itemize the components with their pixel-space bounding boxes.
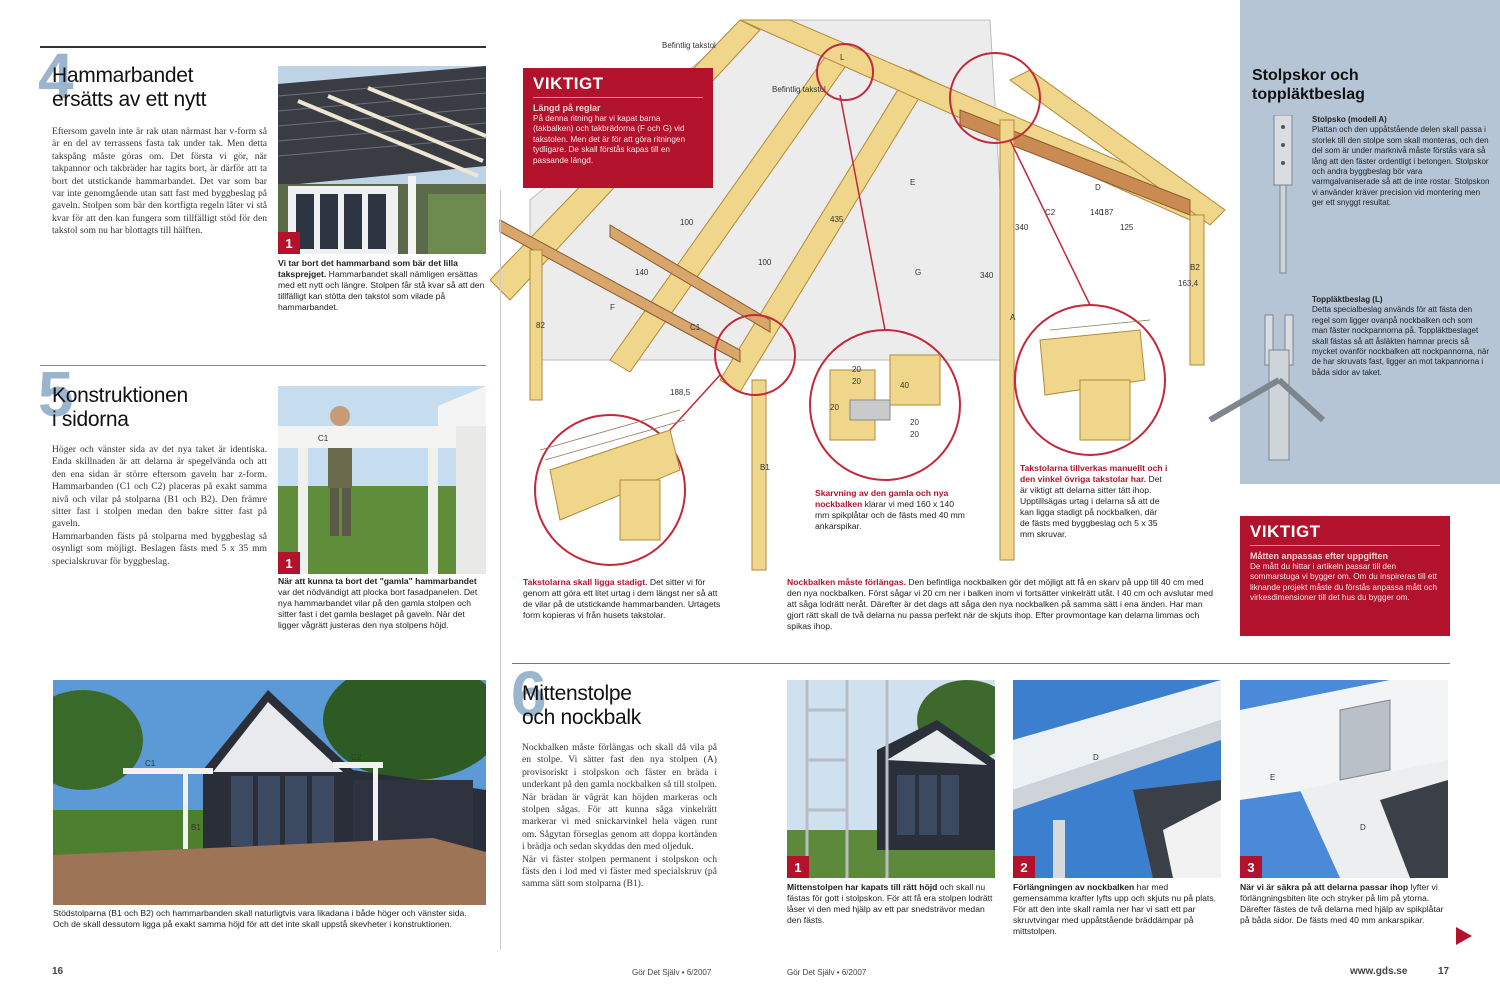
ridge-beam-photo [1013, 680, 1221, 878]
part-letter: D [1095, 183, 1101, 192]
photo-badge: 1 [787, 856, 809, 878]
part-letter: B2 [1190, 263, 1200, 272]
caption-bold: När att kunna ta bort det "gamla" hammarbandet [278, 576, 477, 586]
magazine-issue-right: Gör Det Själv • 6/2007 [787, 968, 867, 977]
caption-text: Hammarbandet skall nämligen ersättas med ett nytt och längre. Stolpen får stå kvar så att den tillfälligt kan stötta den takstol som vilade på hammarbandet. [278, 269, 485, 312]
detail-dim: 20 [830, 403, 839, 412]
next-page-arrow-icon[interactable] [1456, 927, 1472, 945]
sidebar-stolpskor [1240, 0, 1500, 484]
part-letter: C2 [1045, 208, 1056, 217]
section-5-title [52, 384, 272, 432]
photo-badge: 3 [1240, 856, 1262, 878]
dim-label: 340 [980, 271, 994, 280]
photo-badge: 1 [278, 232, 300, 254]
page-number-left: 16 [52, 966, 64, 977]
caption-bold: Vi tar bort det hammarband som bär det lilla taksprejget. [278, 258, 458, 279]
caption-text: har med gemensamma krafter lyfts upp och skjuts nu på plats. För att den inte skall ramla ner har vi satt ett par skruvtvingar med uppåtstående bräddämpar på mittstolpen. [1013, 882, 1217, 936]
ridge-bracket-icon [1205, 310, 1325, 470]
caption-text: och skall nu fästas för gott i stolpskon. För att få era stolpen lodrätt låser vi den med hjälp av ett par snedsträvor medan den fästs. [787, 882, 993, 925]
detail-dim: 20 [852, 365, 861, 374]
caption-text: lyfter vi förlängningsbiten lite och stryker på lim på ytorna. Därefter fästes de två delarna med hjälp av spikplåtar på båda sidor. De fästs med 40 mm ankarspikar. [1240, 882, 1444, 925]
dim-label: 187 [1100, 208, 1114, 217]
section-4-title-line1: Hammarbandet [52, 64, 194, 87]
sidebar-item-1-body: Plattan och den uppåtstående delen skall passa i storlek till den stolpe som skall monteras, och den del som är under marknivå måste förstås vara så lång att den fäster ordentligt i betongen. Stolpskor och andra byggbeslag bör vara varmgalvaniserade så att de inte rostar. Stolpskon vi använder kräver precision vid montering men ger ett snyggt resultat. [1312, 125, 1490, 208]
post-shoe-icon [1270, 115, 1296, 275]
section-5-photo-caption [278, 576, 486, 631]
section-4-number: 4 [38, 40, 74, 112]
detail-dim: 20 [910, 418, 919, 427]
section-6-title-line1: Mittenstolpe [522, 682, 632, 705]
sidebar-item-1 [1312, 115, 1490, 209]
website-link[interactable]: www.gds.se [1350, 966, 1408, 977]
house-photo [53, 680, 486, 905]
section-6-photo-1 [787, 680, 995, 878]
part-letter: L [840, 53, 845, 62]
detail-dim: 20 [910, 430, 919, 439]
callout-truss-notch [523, 577, 723, 621]
photo-label-d: D [1360, 823, 1366, 832]
section-4-title [52, 64, 272, 112]
section-6-title-line2: och nockbalk [522, 706, 641, 729]
dim-label: 100 [680, 218, 694, 227]
part-letter: C1 [690, 323, 701, 332]
viktigt-box-2 [1240, 516, 1450, 636]
sidebar-title-line1: Stolpskor och [1252, 67, 1359, 84]
section-5-body: Höger och vänster sida av det nya taket är identiska. Enda skillnaden är att delarna är spegelvända och att den ena sidan är större eftersom gaveln har z-form. Hammarbanden (C1 och C2) placeras på exakt samma nivå och vilar på stolparna (B1 och B2). Den främre sitter fast i stolpen medan den bakre sitter fast på gaveln. Hammarbanden fästs på stolparna med byggbeslag så osynligt som möjligt. Beslagen fästs med 5 x 35 mm specialskruvar för byggbeslag. [52, 444, 267, 567]
photo-label-c1: C1 [318, 434, 329, 443]
section-4-rule [40, 46, 486, 48]
callout-ridge-splice [815, 488, 965, 532]
dim-label: 340 [1015, 223, 1029, 232]
photo-label-d: D [1093, 753, 1099, 762]
photo-label-e: E [1270, 773, 1276, 782]
sidebar-title [1252, 66, 1365, 104]
dim-label: 188,5 [670, 388, 691, 397]
sidebar-item-2-body: Detta specialbeslag används för att fästa den regel som ligger ovanpå nockbalken och som man fäster nockpannorna på. Toppläktbeslaget skall fästas så att åsläkten hamnar precis så mycket ovanför nockbalken att nockpannorna, när de har skruvats fast, ligger an mot takpannorna i båda sidor av taket. [1312, 305, 1489, 377]
photo-label-c1: C1 [145, 759, 156, 768]
section-6-photo-3-caption [1240, 882, 1448, 926]
part-letter: A [1010, 313, 1016, 322]
part-letter: G [915, 268, 922, 277]
caption-bold: Mittenstolpen har kapats till rätt höjd [787, 882, 938, 892]
ridge-plate-photo [1240, 680, 1448, 878]
sidebar-item-2-title: Toppläktbeslag (L) [1312, 295, 1383, 304]
existing-truss-label: Befintlig takstol [662, 41, 716, 50]
callout-text: klarar vi med 160 x 140 mm spikplåtar och de fästs med 40 mm ankarspikar. [815, 499, 965, 531]
section-6-body: Nockbalken måste förlängas och skall då vila på en stolpe. Vi sätter fast den nya stolpen (A) provisoriskt i stolpskon och fäster en bräda i underkant på den gamla nockbalken så till stolpen. När brädan är vågrät kan höjden markeras och stolpen sågas. För att kunna såga vinkelrätt markerar vi med snickarvinkel hela vägen runt om. Sågytan förseglas genom att doppa kortänden i brädja och sedan skyddas den med oljeduk. När vi fäster stolpen permanent i stolpskon och fästs den i lod med vi fäster med specialskruv (på samma sätt som stolparna (B1). [522, 742, 717, 890]
section-6-number: 6 [511, 658, 547, 730]
section-4-body: Eftersom gaveln inte är rak utan närmast har v-form så är en del av terrassens fasta tak under tak. Men detta takspång måste göras om. Det första vi gör, när takpannor och takbräder har tagits bort, är därför att ta bort det utstickande hammarbandet. Det var som bar var inte genomgående utan satt fast med byggbeslag på gaveln. Stolpen som bär den kortfigta regeln låter vi stå kvar för att den kan fungera som tillfälligt stöd för den takstol som nu har blottagts till hälften. [52, 126, 267, 237]
section-6-title [522, 682, 752, 730]
callout-bold: Takstolarna tillverkas manuellt och i den vinkel övriga takstolar har. [1020, 463, 1168, 484]
viktigt-subtitle: Längd på reglar [533, 103, 601, 113]
section-5-rule [40, 365, 486, 366]
photo-label-b1: B1 [191, 823, 201, 832]
section-5-number: 5 [38, 358, 74, 430]
section-6-rule [512, 663, 1450, 664]
scaffold-photo [787, 680, 995, 878]
dim-label: 140 [635, 268, 649, 277]
caption-text: var det nödvändigt att plocka bort fasadpanelen. Det nya hammarbandet vilar på den gamla stolpen och sitter fast i det gamla beslaget på gaveln. När det ligger vågrätt justeras den nya stolpens höjd. [278, 587, 478, 630]
existing-truss-label: Befintlig takstol [772, 85, 826, 94]
carpenter-photo [278, 386, 486, 574]
dim-label: 125 [1120, 223, 1134, 232]
dim-label: 163,4 [1178, 279, 1199, 288]
section-4-title-line2: ersätts av ett nytt [52, 88, 207, 111]
section-4-photo [278, 66, 486, 254]
caption-bold: Förlängningen av nockbalken [1013, 882, 1135, 892]
dim-label: 82 [536, 321, 545, 330]
viktigt-body: På denna ritning har vi kapat barna (takbalken) och takbrädorna (F och G) vid takstolen. Men det är för att göra ritningen tydligare. De skall förstås kapas till en passande längd. [533, 114, 686, 165]
viktigt-subtitle: Måtten anpassas efter uppgiften [1250, 551, 1389, 561]
page-gutter [500, 190, 501, 950]
caption-bold: När vi är säkra på att delarna passar ihop [1240, 882, 1409, 892]
house-photo-caption: Stödstolparna (B1 och B2) och hammarbanden skall naturligtvis vara likadana i både höger och vänster sida. Och de skall dessutom ligga på exakt samma höjd för att det inte skall uppstå skevheter i konstruktionen. [53, 908, 467, 929]
section-5-title-line2: i sidorna [52, 408, 129, 431]
section-6-photo-2-caption [1013, 882, 1221, 937]
section-6-photo-3 [1240, 680, 1448, 878]
viktigt-title: VIKTIGT [533, 74, 703, 98]
dim-label: 435 [830, 215, 844, 224]
photo-label-b2: B2 [381, 823, 391, 832]
section-5-photo [278, 386, 486, 574]
photo-badge: 1 [278, 552, 300, 574]
detail-dim: 20 [852, 377, 861, 386]
photo-label-c2: C2 [351, 753, 362, 762]
page-number-right: 17 [1438, 966, 1450, 977]
section-6-photo-2 [1013, 680, 1221, 878]
viktigt-title: VIKTIGT [1250, 522, 1440, 546]
part-letter: F [610, 303, 615, 312]
sidebar-item-2 [1312, 295, 1490, 378]
detail-dim: 40 [900, 381, 909, 390]
sidebar-title-line2: toppläktbeslag [1252, 86, 1365, 103]
callout-bold: Nockbalken måste förlängas. [787, 577, 906, 587]
photo-badge: 2 [1013, 856, 1035, 878]
section-6-photo-1-caption [787, 882, 995, 926]
section-5-title-line1: Konstruktionen [52, 384, 188, 407]
callout-text: Det sitter vi för genom att göra ett litet urtag i dem längst ner så att de vilar på de utstickande hammarbanden. Urtagets form kopieras vi från husets takstolar. [523, 577, 721, 620]
callout-bold: Takstolarna skall ligga stadigt. [523, 577, 648, 587]
magazine-issue-left: Gör Det Själv • 6/2007 [632, 968, 712, 977]
callout-ridge-extend [787, 577, 1217, 632]
callout-truss-manual [1020, 463, 1168, 540]
dim-label: 100 [758, 258, 772, 267]
viktigt-body: De mått du hittar i artikeln passar till den sommarstuga vi bygger om. Om du inspireras till ett liknande projekt måste du förstås anpassa mått och virkesdimensioner till det hus du bygger om. [1250, 562, 1438, 603]
callout-bold: Skarvning av den gamla och nya nockbalken [815, 488, 949, 509]
part-letter: E [910, 178, 916, 187]
dim-label: 140 [1090, 208, 1104, 217]
section-4-photo-caption [278, 258, 486, 313]
part-letter: B1 [760, 463, 770, 472]
roof-removal-photo [278, 66, 486, 254]
viktigt-box-1 [523, 68, 713, 188]
summer-house-photo [53, 680, 486, 905]
callout-text: Den befintliga nockbalken gör det möjligt att få en skarv på upp till 40 cm med den nya nockbalken. Först sågar vi 20 cm ner i balken inom vi fortsätter vinkelrätt utåt. I 40 cm och avslutar med att såga lodrätt neråt. Därefter är det dags att såga den nya nockbalken på samma sätt i ena änden. Har man gjort rätt skall de två delarna nu passa perfekt när de skjuts ihop. Efter provmontage kan delarna limmas och spikas ihop. [787, 577, 1214, 631]
sidebar-item-1-title: Stolpsko (modell A) [1312, 115, 1387, 124]
callout-text: Det är viktigt att delarna sitter tätt ihop. Upptillsägas urtag i delarna så att de kan ligga stadigt på nockbalken, där de fästs med byggbeslag och 5 x 35 mm skruvar. [1020, 474, 1162, 539]
